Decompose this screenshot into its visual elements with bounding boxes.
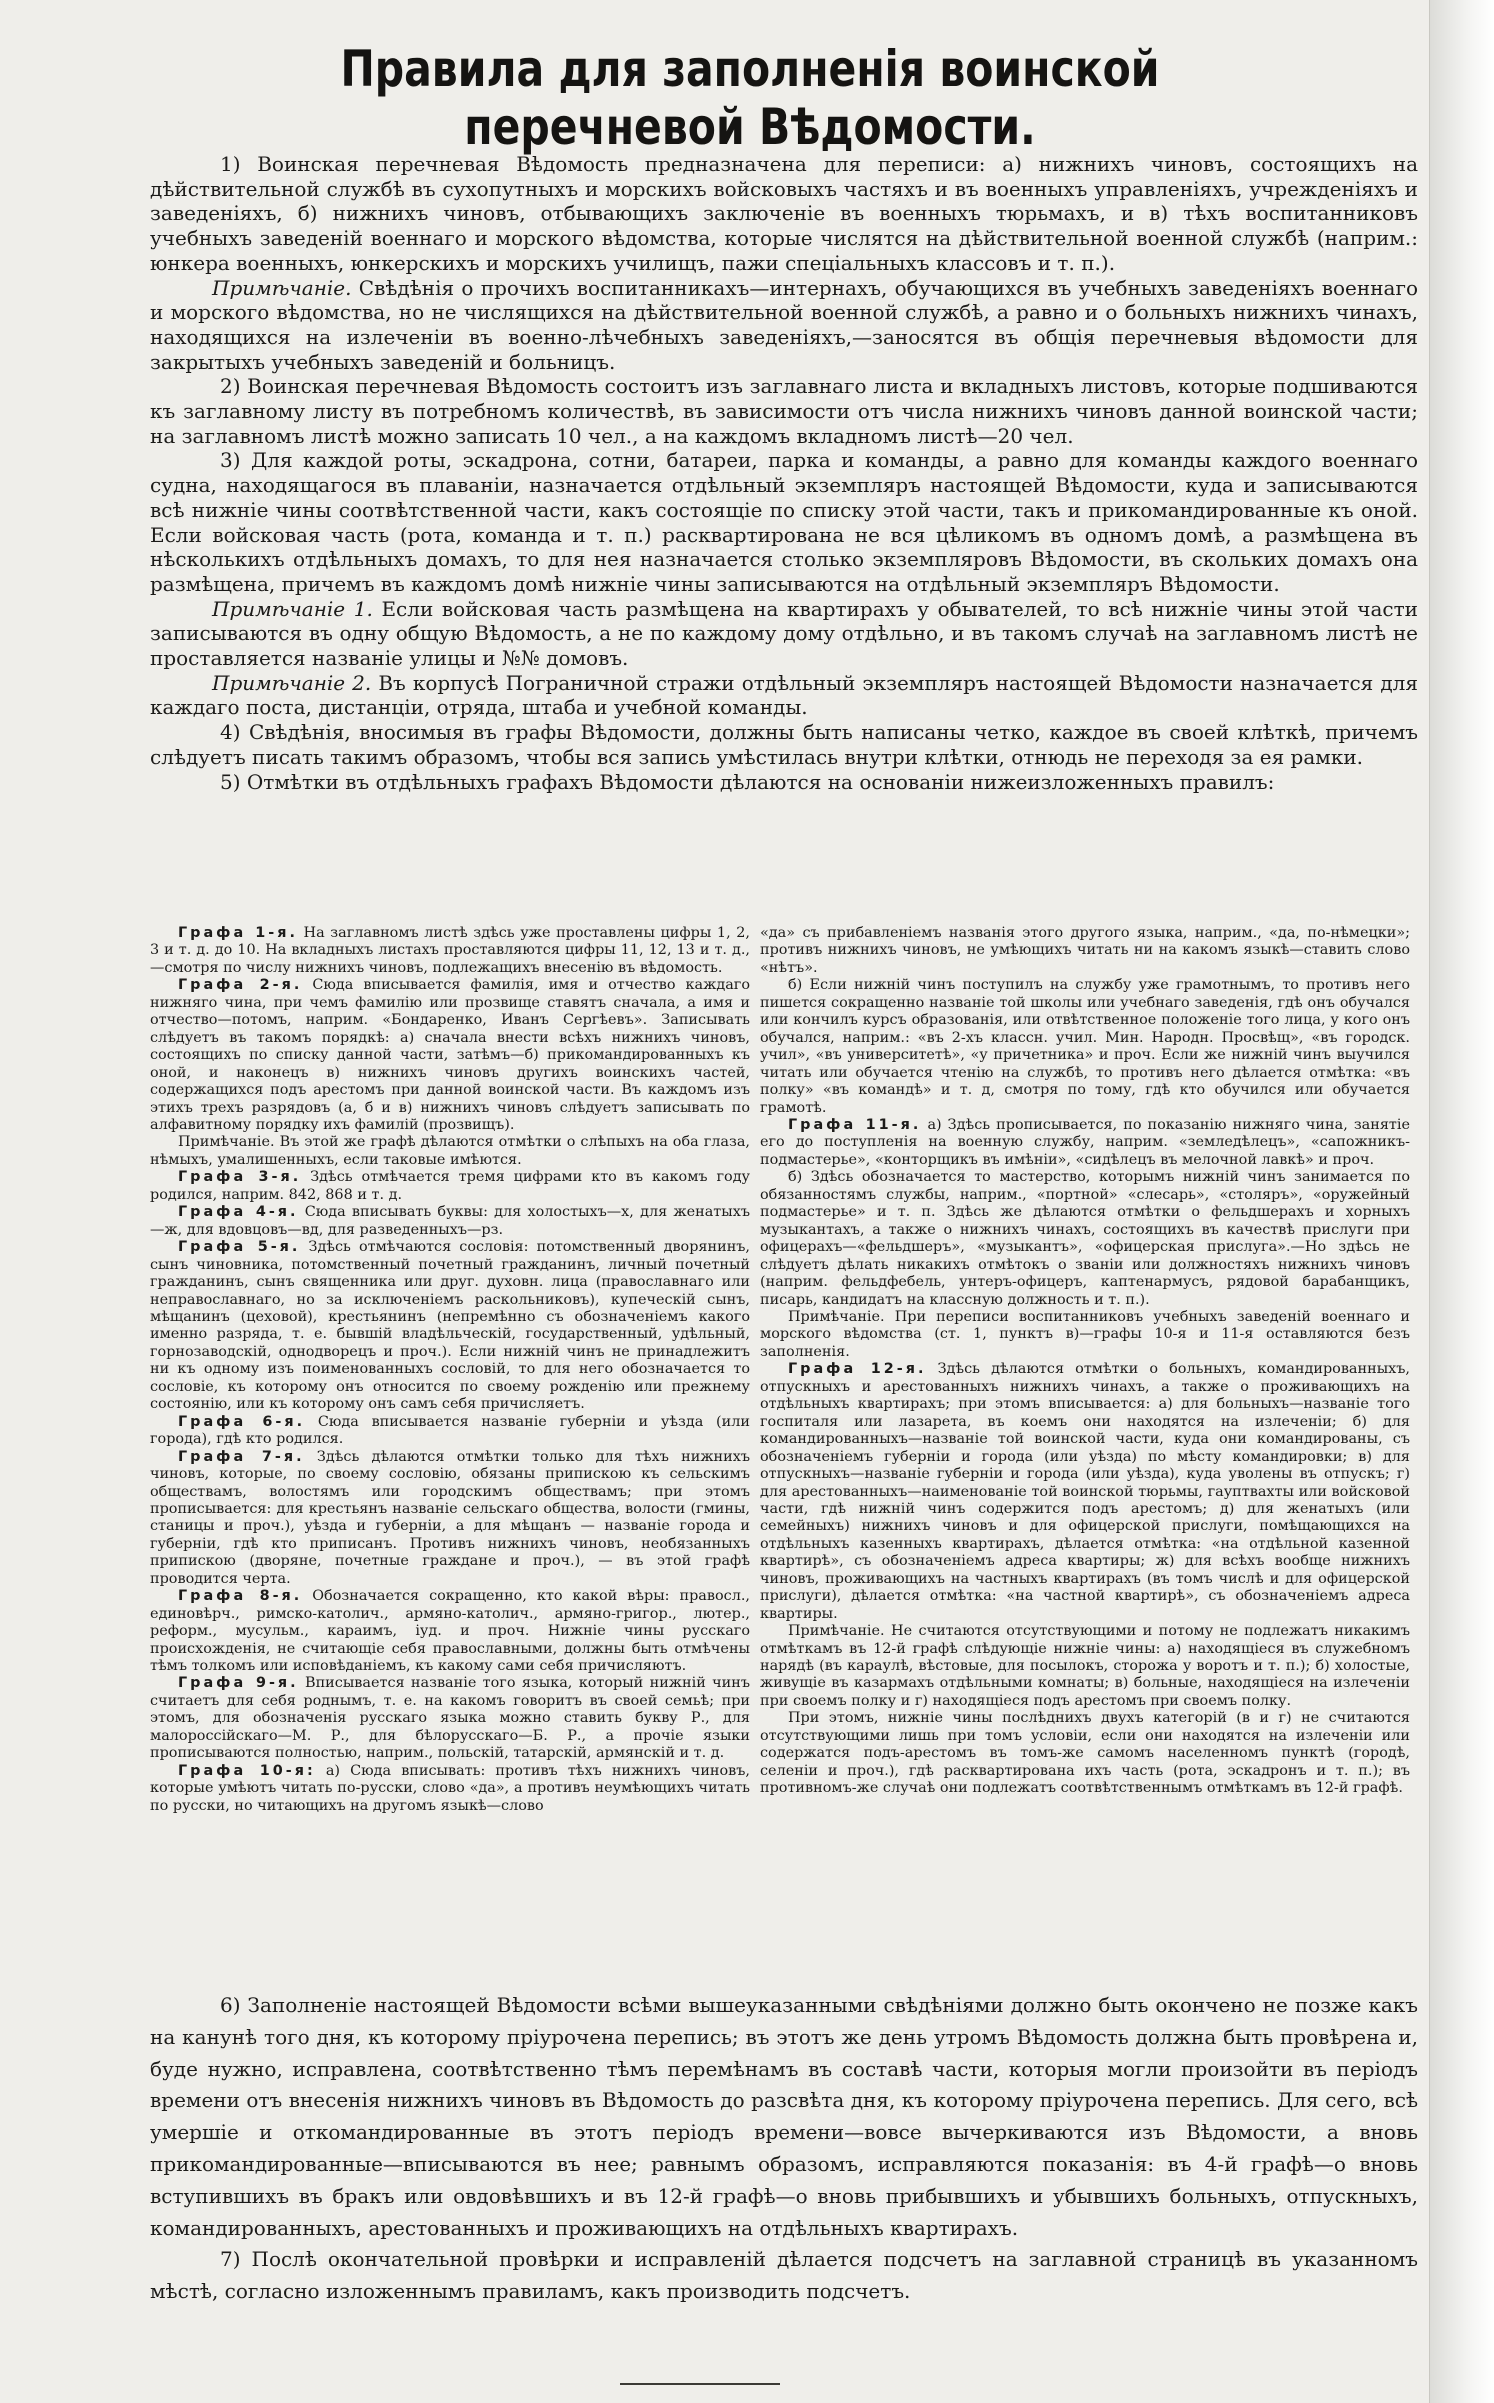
column-11-b: б) Здѣсь обозначается то мастерство, которымъ нижній чинъ занимается по обязанностямъ службы, наприм., «портной» «слесарь», «столяръ», «оружейный подмастерье» и т. п. Здѣсь же дѣлаются отмѣтки о фельдшерахъ и хорныхъ музыкантахъ, а также о нижнихъ чинахъ, состоящихъ въ качествѣ прислуги при офицерахъ—«фельдшеръ», «музыкантъ», «офицерская прислуга».—Но здѣсь не слѣдуетъ дѣлать никакихъ отмѣтокъ о званіи или должностяхъ нижнихъ чиновъ (наприм. фельдфебель, унтеръ-офицеръ, каптенармусъ, рядовой барабанщикъ, писарь, кандидатъ на классную должность и т. п.).: [760, 1169, 1410, 1308]
column-10-continuation: «да» съ прибавленіемъ названія этого другого языка, наприм., «да, по-нѣмецки»; противъ нижнихъ чиновъ, не умѣющихъ читать ни на какомъ языкѣ—ставить слово «нѣтъ».: [760, 925, 1410, 976]
note-label: Примѣчаніе.: [212, 275, 352, 300]
left-column: [150, 925, 750, 1990]
column-text: На заглавномъ листѣ здѣсь уже проставлены цифры 1, 2, 3 и т. д. до 10. На вкладныхъ листахъ проставляются цифры 11, 12, 13 и т. д.,—смотря по числу нижнихъ чиновъ, подлежащихъ внесенію въ вѣдомость.: [150, 925, 751, 976]
column-heading: Графа 2-я.: [178, 977, 303, 994]
column-heading: Графа 6-я.: [178, 1413, 306, 1430]
note-label: Примѣчаніе 2.: [212, 670, 372, 695]
column-text: Здѣсь отмѣчаются сословія: потомственный дворянинъ, сынъ чиновника, потомственный почетный гражданинъ, личный почетный гражданинъ, сынъ священника или друг. духовн. лица (православнаго или неправославнаго, но за исключеніемъ раскольниковъ), купеческій сынъ, мѣщанинъ (цеховой), крестьянинъ (непремѣнно съ обозначеніемъ какого именно разряда, т. е. бывшій владѣльческій, государственный, удѣльный, горнозаводскій, однодворецъ и проч.). Если нижній чинъ не принадлежитъ ни къ одному изъ поименованныхъ сословій, то для него обозначается то сословіе, къ которому онъ относится по своему рожденію или прежнему состоянію, или къ которому онъ самъ себя причисляетъ.: [150, 1239, 751, 1413]
column-heading: Графа 12-я.: [788, 1361, 927, 1378]
column-8-rule: [150, 1588, 750, 1675]
column-10-rule: [150, 1763, 750, 1815]
column-2-rule: [150, 977, 750, 1134]
column-6-rule: [150, 1414, 750, 1449]
column-heading: Графа 11-я.: [788, 1116, 922, 1133]
rule-2: 2) Воинская перечневая Вѣдомость состоитъ изъ заглавнаго листа и вкладныхъ листовъ, которые подшиваются къ заглавному листу въ потребномъ количествѣ, въ зависимости отъ числа нижнихъ чиновъ данной воинской части; на заглавномъ листѣ можно записать 10 чел., а на каждомъ вкладномъ листѣ—20 чел.: [150, 374, 1418, 448]
column-9-rule: [150, 1675, 750, 1762]
closing-rule-divider: [620, 2383, 780, 2385]
rule-3-note-1: [150, 597, 1418, 671]
column-text: Вписывается названіе того языка, который нижній чинъ считаетъ для себя роднымъ, т. е. на какомъ говоритъ въ своей семьѣ; при этомъ, для обозначенія русскаго языка можно ставить букву Р., для малороссійскаго—М. Р., для бѣлорусскаго—Б. Р., а прочіе языки прописываются полностью, наприм., польскій, татарскій, армянскій и т. д.: [150, 1675, 751, 1762]
column-2-note: Примѣчаніе. Въ этой же графѣ дѣлаются отмѣтки о слѣпыхъ на оба глаза, нѣмыхъ, умалишенныхъ, если таковые имѣются.: [150, 1134, 750, 1168]
column-1-rule: [150, 925, 750, 977]
rule-1: 1) Воинская перечневая Вѣдомость предназначена для переписи: а) нижнихъ чиновъ, состоящихъ на дѣйствительной службѣ въ сухопутныхъ и морскихъ войсковыхъ частяхъ и въ военныхъ управленіяхъ, учрежденіяхъ и заведеніяхъ, б) нижнихъ чиновъ, отбывающихъ заключеніе въ военныхъ тюрьмахъ, и в) тѣхъ воспитанниковъ учебныхъ заведеній военнаго и морского вѣдомства, которые числятся на дѣйствительной военной службѣ (наприм.: юнкера военныхъ, юнкерскихъ и морскихъ училищъ, пажи спеціальныхъ классовъ и т. п.).: [150, 152, 1418, 275]
rules-closing-section: [150, 1990, 1418, 2308]
note-text: Въ корпусѣ Пограничной стражи отдѣльный экземпляръ настоящей Вѣдомости назначается для каждаго поста, дистанціи, отряда, штаба и учебной команды.: [150, 670, 1418, 720]
column-7-rule: [150, 1449, 750, 1589]
rule-7: 7) Послѣ окончательной провѣрки и исправленій дѣлается подсчетъ на заглавной страницѣ въ указанномъ мѣстѣ, согласно изложеннымъ правиламъ, какъ производить подсчетъ.: [150, 2247, 1418, 2304]
column-11-note: Примѣчаніе. При переписи воспитанниковъ учебныхъ заведеній военнаго и морского вѣдомства (ст. 1, пунктъ в)—графы 10-я и 11-я оставляются безъ заполненія.: [760, 1308, 1410, 1360]
document-title: Правила для заполненія воинской перечневой Вѣдомости.: [340, 40, 1160, 156]
column-heading: Графа 5-я.: [178, 1239, 301, 1256]
column-text: Обозначается сокращенно, кто какой вѣры: правосл., единовѣрч., римско-католич., армяно-католич., армяно-григор., лютер., реформ., мусульм., караимъ, іуд. и проч. Нижніе чины русскаго происхожденія, не считающіе себя православными, должны быть отмѣчены тѣмъ толкомъ или исповѣданіемъ, къ какому сами себя причисляютъ.: [150, 1588, 751, 1675]
column-text: Сюда вписывается фамилія, имя и отчество каждаго нижняго чина, при чемъ фамилію или прозвище ставятъ сначала, а имя и отчество—потомъ, наприм. «Бондаренко, Иванъ Сергѣевъ». Записывать слѣдуетъ въ такомъ порядкѣ: а) сначала внести всѣхъ нижнихъ чиновъ, состоящихъ по списку данной части, затѣмъ—б) прикомандированныхъ къ оной, и наконецъ в) нижнихъ чиновъ другихъ воинскихъ частей, содержащихся подъ арестомъ при данной воинской части. Въ каждомъ изъ этихъ трехъ разрядовъ (а, б и в) нижнихъ чиновъ слѣдуетъ записывать по алфавитному порядку ихъ фамилій (прозвищъ).: [150, 977, 751, 1133]
right-column: [760, 925, 1410, 1990]
page-edge-strip: [1429, 0, 1494, 2403]
column-heading: Графа 4-я.: [178, 1204, 299, 1221]
column-heading: Графа 7-я.: [178, 1448, 305, 1465]
column-heading: Графа 9-я.: [178, 1675, 299, 1692]
column-text: а) Здѣсь прописывается, по показанію нижняго чина, занятіе его до поступленія на военную службу, наприм. «земледѣлецъ», «сапожникъ-подмастерье», «конторщикъ въ имѣніи», «сидѣлецъ въ мелочной лавкѣ» и проч.: [760, 1116, 1410, 1168]
rule-5: 5) Отмѣтки въ отдѣльныхъ графахъ Вѣдомости дѣлаются на основаніи нижеизложенныхъ правилъ:: [220, 769, 1275, 794]
rule-6: 6) Заполненіе настоящей Вѣдомости всѣми вышеуказанными свѣдѣніями должно быть окончено не позже какъ на канунѣ того дня, къ которому пріурочена перепись; въ этотъ же день утромъ Вѣдомость должна быть провѣрена и, буде нужно, исправлена, соотвѣтственно тѣмъ перемѣнамъ въ составѣ части, которыя могли произойти въ періодъ времени отъ внесенія нижнихъ чиновъ въ Вѣдомость до разсвѣта дня, къ которому пріурочена перепись. Для сего, всѣ умершіе и откомандированные въ этотъ періодъ времени—вовсе вычеркиваются изъ Вѣдомости, а вновь прикомандированные—вписываются въ нее; равнымъ образомъ, исправляются показанія: въ 4-й графѣ—о вновь вступившихъ въ бракъ или овдовѣвшихъ и въ 12-й графѣ—о вновь прибывшихъ и убывшихъ больныхъ, отпускныхъ, командированныхъ, арестованныхъ и проживающихъ на отдѣльныхъ квартирахъ.: [150, 1993, 1418, 2240]
rule-3-note-2: [150, 671, 1418, 720]
rule-3: 3) Для каждой роты, эскадрона, сотни, батареи, парка и команды, а равно для команды каждого военнаго судна, находящагося въ плаваніи, назначается отдѣльный экземпляръ настоящей Вѣдомости, куда и записываются всѣ нижніе чины соотвѣтственной части, какъ состоящіе по списку этой части, такъ и прикомандированные къ оной. Если войсковая часть (рота, команда и т. п.) расквартирована не вся цѣликомъ въ одномъ домѣ, а размѣщена въ нѣсколькихъ отдѣльныхъ домахъ, то для нея назначается столько экземпляровъ Вѣдомости, въ скольких домахъ она размѣщена, причемъ въ каждомъ домѣ нижніе чины записываются на отдѣльный экземпляръ Вѣдомости.: [150, 448, 1418, 596]
rules-intro-section: [150, 152, 1418, 794]
column-5-rule: [150, 1239, 750, 1414]
column-text: Сюда вписывается названіе губерніи и уѣзда (или города), гдѣ кто родился.: [150, 1413, 750, 1448]
column-text: Здѣсь дѣлаются отмѣтки о больныхъ, командированныхъ, отпускныхъ и арестованныхъ нижнихъ чинахъ, а также о проживающихъ на отдѣльныхъ квартирахъ; при этомъ вписывается: а) для больныхъ—названіе того госпиталя или лазарета, въ коемъ они находятся на излеченіи; б) для командированныхъ—названіе той воинской части, куда они командированы, съ обозначеніемъ губерніи и города (или уѣзда) по мѣсту командировки; в) для отпускныхъ—названіе губерніи и города (или уѣзда), куда уволены въ отпускъ; г) для арестованныхъ—наименованіе той воинской тюрьмы, гауптвахты или войсковой части, гдѣ нижній чинъ содержится подъ арестомъ; д) для женатыхъ (или семейныхъ) нижнихъ чиновъ и для офицерской прислуги, помѣщающихся на отдѣльныхъ казенныхъ квартирахъ, дѣлается отмѣтка: «на отдѣльной казенной квартирѣ», съ обозначеніемъ адреса квартиры; ж) для всѣхъ вообще нижнихъ чиновъ, проживающихъ на частныхъ квартирахъ (въ томъ числѣ и для офицерской прислуги), дѣлается отмѣтка: «на частной квартирѣ», съ обозначеніемъ адреса квартиры.: [760, 1361, 1410, 1622]
column-heading: Графа 8-я.: [178, 1588, 303, 1605]
column-text: Здѣсь дѣлаются отмѣтки только для тѣхъ нижнихъ чиновъ, которые, по своему сословію, обязаны припискою къ сельскимъ обществамъ, волостямъ или городскимъ обществамъ; при этомъ прописывается: для крестьянъ названіе сельскаго общества, волости (гмины, станицы и проч.), уѣзда и губерніи, а для мѣщанъ — названіе города и губерніи, гдѣ кто приписанъ. Противъ нижнихъ чиновъ, необязанныхъ припискою (дворяне, почетные граждане и проч.), — въ этой графѣ проводится черта.: [150, 1448, 751, 1587]
column-text: а) Сюда вписывать: противъ тѣхъ нижнихъ чиновъ, которые умѣютъ читать по-русски, слово «да», а противъ неумѣющихъ читать по русски, но читающихъ на другомъ языкѣ—слово: [150, 1762, 751, 1814]
column-3-rule: [150, 1169, 750, 1204]
column-heading: Графа 1-я.: [178, 925, 298, 941]
rule-1-note: [150, 276, 1418, 375]
column-10-b: б) Если нижній чинъ поступилъ на службу уже грамотнымъ, то противъ него пишется сокращенно названіе той школы или учебнаго заведенія, гдѣ онъ обучался или кончилъ курсъ образованія, или отвѣтственное положеніе того лица, у кого онъ обучался, наприм.: «въ 2-хъ классн. учил. Мин. Народн. Просвѣщ», «въ городск. учил», «въ университетѣ», «у причетника» и проч. Если же нижній чинъ выучился читать или обучается чтенію на службѣ, то противъ него дѣлается отмѣтка: «въ полку» «въ командѣ» и т. д, смотря по тому, гдѣ кто обучился или обучается грамотѣ.: [760, 977, 1410, 1116]
column-text: Здѣсь отмѣчается тремя цифрами кто въ какомъ году родился, наприм. 842, 868 и т. д.: [150, 1169, 751, 1203]
column-text: Сюда вписывать буквы: для холостыхъ—х, для женатыхъ—ж, для вдовцовъ—вд, для разведенныхъ—рз.: [150, 1204, 750, 1238]
note-text: Свѣдѣнія о прочихъ воспитанникахъ—интернахъ, обучающихся въ учебныхъ заведеніяхъ военнаго и морского вѣдомства, но не числящихся на дѣйствительной военной службѣ, а равно и о больныхъ нижнихъ чинахъ, находящихся на излеченіи въ военно-лѣчебныхъ заведеніяхъ,—заносятся въ общія перечневыя вѣдомости для закрытыхъ учебныхъ заведеній и больницъ.: [150, 275, 1418, 374]
note-label: Примѣчаніе 1.: [212, 596, 373, 621]
column-heading: Графа 3-я.: [178, 1169, 302, 1186]
column-12-note-continuation: При этомъ, нижніе чины послѣднихъ двухъ категорій (в и г) не считаются отсутствующими лишь при томъ условіи, если они находятся на излеченіи или содержатся подъ-арестомъ въ томъ-же самомъ населенномъ пунктѣ (городѣ, селеніи и проч.), гдѣ расквартирована ихъ часть (рота, эскадронъ и т. п.); въ противномъ-же случаѣ они подлежатъ соотвѣтственнымъ отмѣткамъ въ 12-й графѣ.: [760, 1710, 1410, 1797]
column-4-rule: [150, 1204, 750, 1239]
column-12-rule: [760, 1361, 1410, 1623]
column-heading: Графа 10-я:: [178, 1762, 316, 1779]
column-12-note: Примѣчаніе. Не считаются отсутствующими и потому не подлежатъ никакимъ отмѣткамъ въ 12-й графѣ слѣдующіе нижніе чины: а) находящіеся въ служебномъ нарядѣ (въ караулѣ, вѣстовые, для посылокъ, сторожа у воротъ и т. п.); б) холостые, живущіе въ казармахъ отдѣльными комнаты; в) больные, находящіеся на излеченіи при своемъ полку и г) находящіеся подъ арестомъ при своемъ полку.: [760, 1623, 1410, 1709]
rule-4: 4) Свѣдѣнія, вносимыя въ графы Вѣдомости, должны быть написаны четко, каждое въ своей клѣткѣ, причемъ слѣдуетъ писать такимъ образомъ, чтобы вся запись умѣстилась внутри клѣтки, отнюдь не переходя за ея рамки.: [150, 720, 1418, 769]
note-text: Если войсковая часть размѣщена на квартирахъ у обывателей, то всѣ нижніе чины этой части записываются въ одну общую Вѣдомость, а не по каждому дому отдѣльно, и въ такомъ случаѣ на заглавномъ листѣ не проставляется названіе улицы и №№ домовъ.: [150, 596, 1419, 671]
column-11-rule: [760, 1117, 1410, 1169]
